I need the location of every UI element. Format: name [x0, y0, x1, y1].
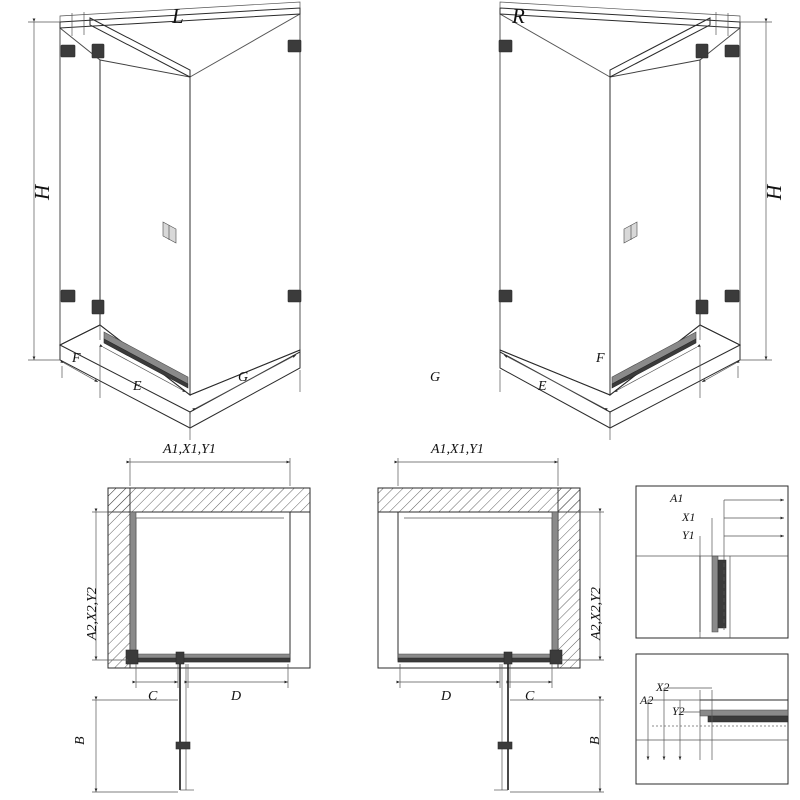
iso-right-dim-f: F [596, 351, 605, 366]
iso-left-group [28, 2, 301, 440]
iso-left-dim-g: G [238, 370, 249, 385]
plan-right-top-dim: A1,X1,Y1 [431, 442, 484, 457]
plan-left-group [92, 458, 310, 792]
iso-left-dim-e: E [133, 379, 142, 394]
plan-right-group [378, 458, 604, 792]
plan-right-dim-b: B [588, 736, 603, 745]
iso-left-height-label: H [30, 184, 54, 200]
detail-bottom-label-x2: X2 [656, 680, 670, 694]
iso-left-dim-f: F [72, 351, 81, 366]
detail-bottom-label-y2: Y2 [672, 704, 685, 718]
iso-right-height-label: H [762, 184, 786, 200]
plan-left-side-dim: A2,X2,Y2 [85, 587, 100, 640]
detail-top-label-a1: A1 [670, 491, 684, 505]
iso-right-dim-g: G [430, 370, 441, 385]
iso-left-handing-label: L [172, 4, 184, 28]
iso-right-dim-e: E [538, 379, 547, 394]
plan-left-dim-c: C [148, 689, 158, 704]
plan-right-side-dim: A2,X2,Y2 [589, 587, 604, 640]
detail-top-group [636, 486, 788, 638]
plan-left-dim-d: D [231, 689, 242, 704]
plan-right-dim-c: C [525, 689, 535, 704]
detail-top-label-x1: X1 [682, 510, 696, 524]
plan-left-top-dim: A1,X1,Y1 [163, 442, 216, 457]
detail-bottom-label-a2: A2 [640, 693, 654, 707]
iso-right-group [499, 2, 772, 440]
detail-top-label-y1: Y1 [682, 528, 695, 542]
plan-left-dim-b: B [73, 736, 88, 745]
plan-right-dim-d: D [441, 689, 452, 704]
detail-bottom-group [636, 654, 788, 784]
iso-right-handing-label: R [512, 4, 525, 28]
